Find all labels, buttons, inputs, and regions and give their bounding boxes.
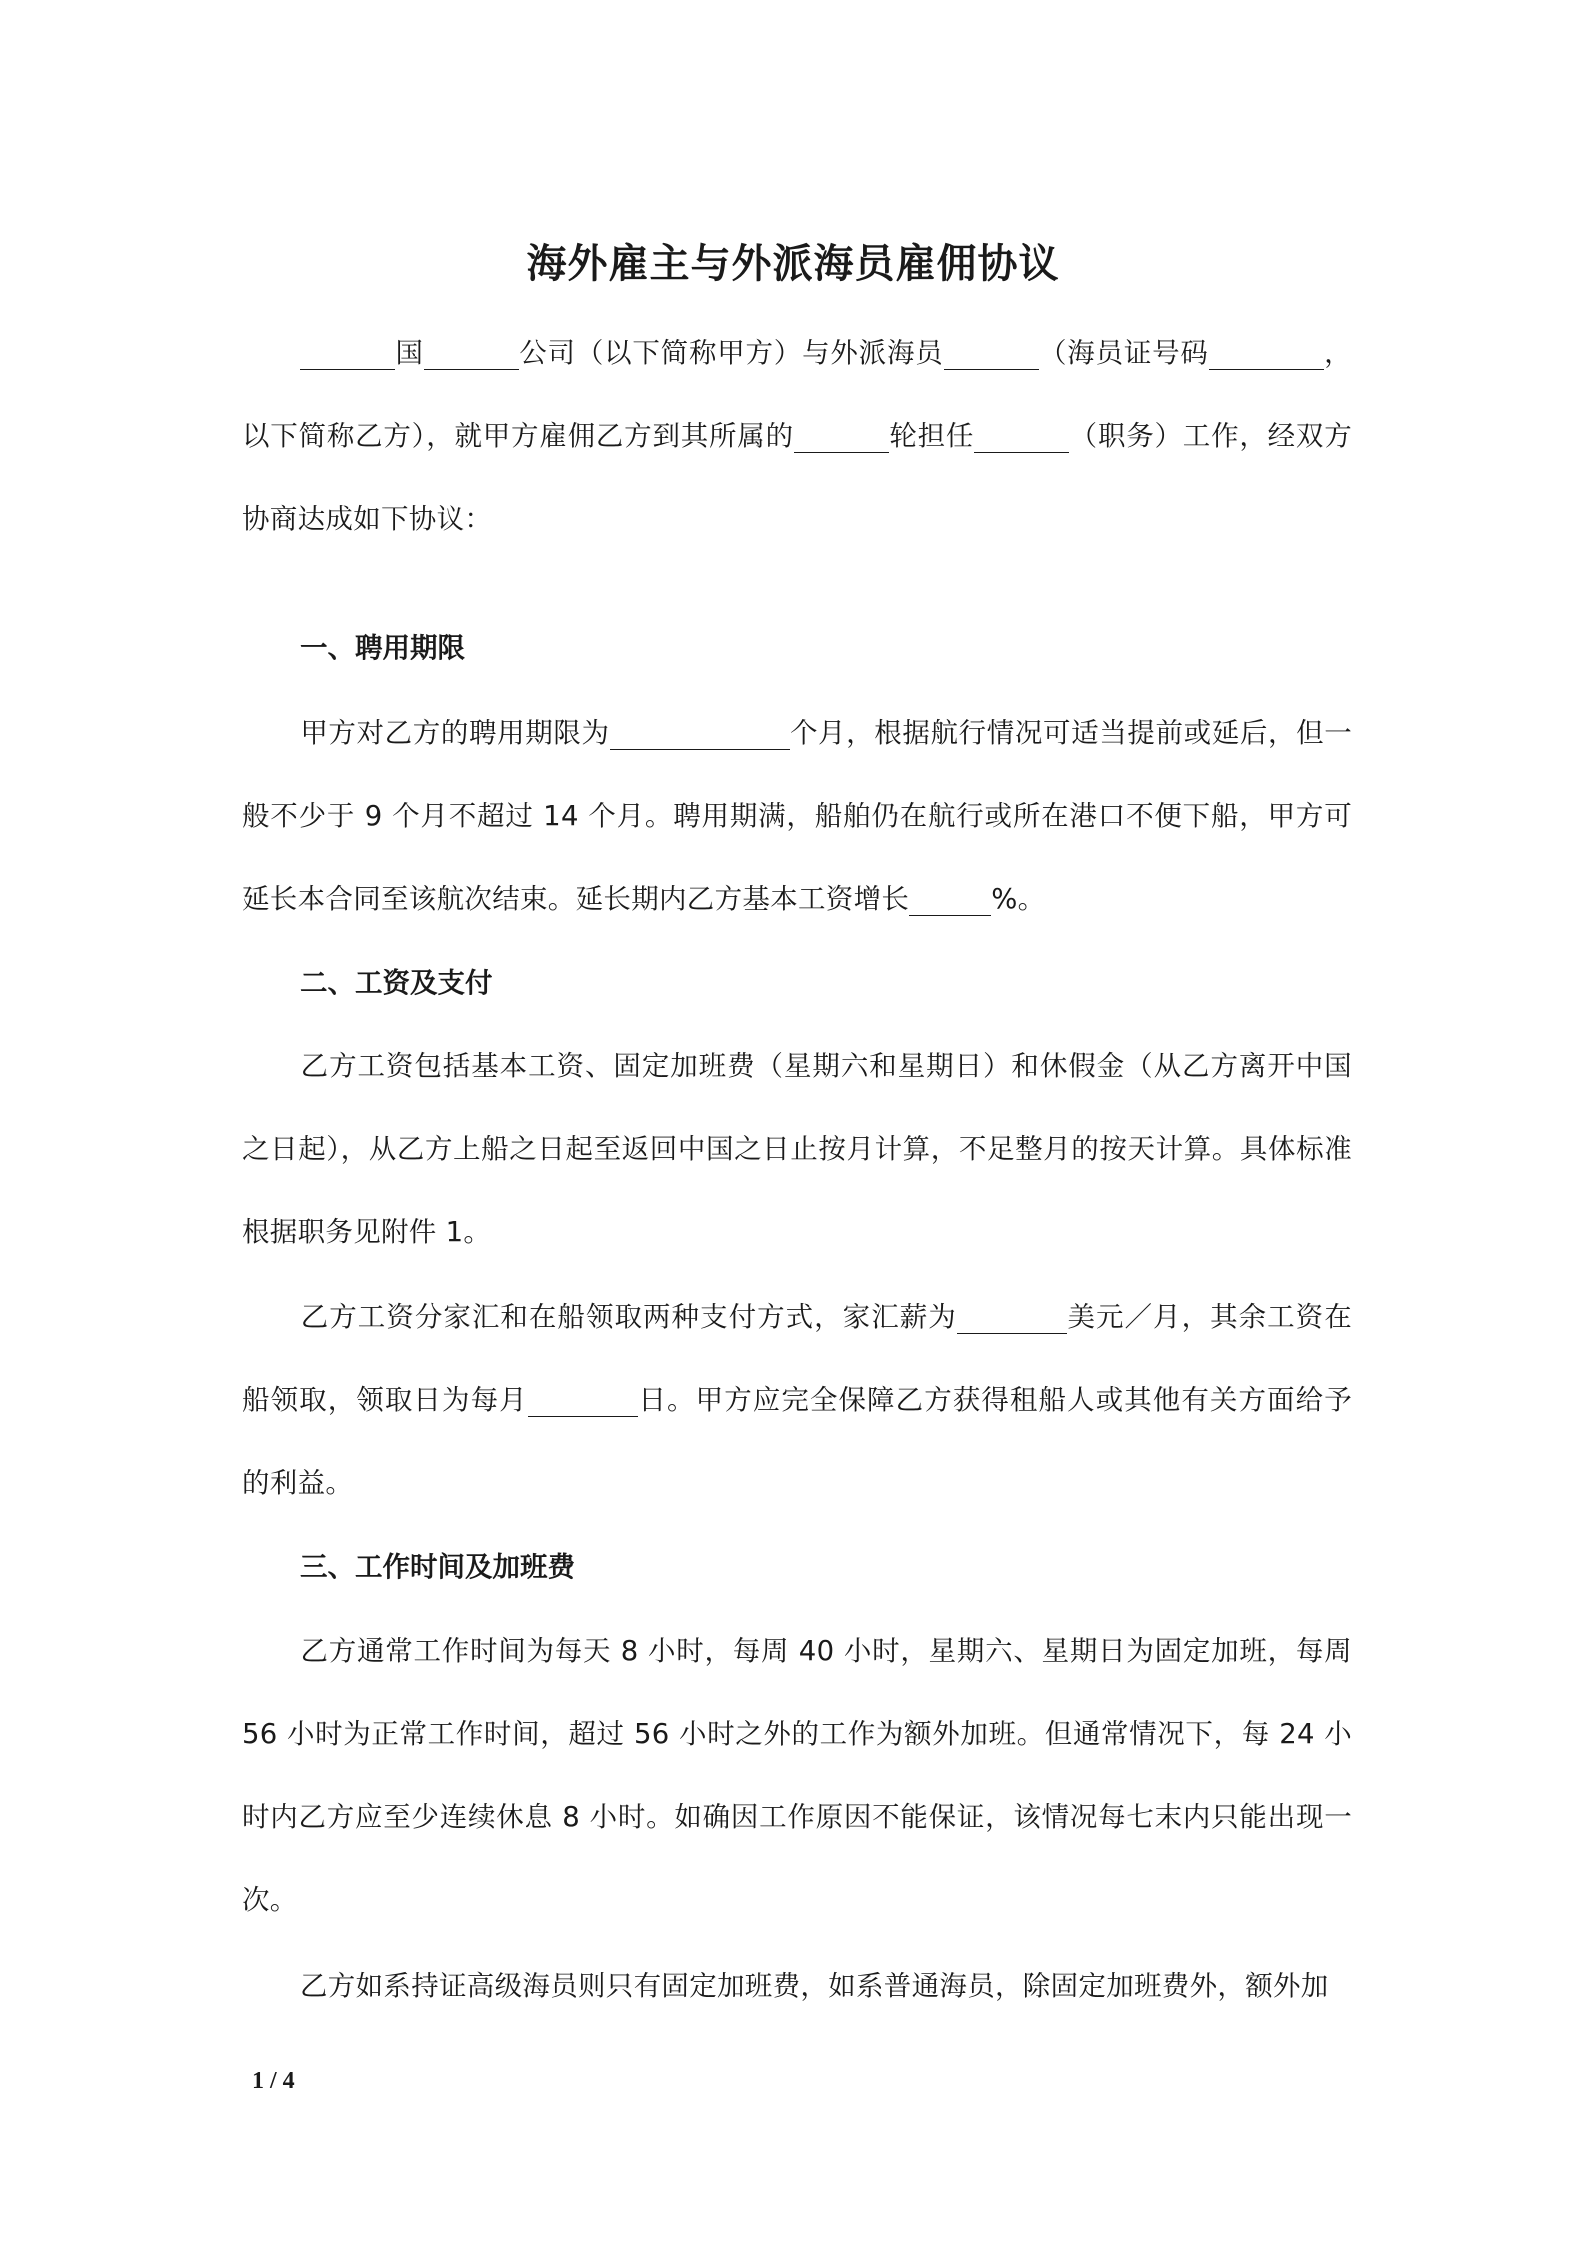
country-blank[interactable] — [300, 339, 395, 370]
section-2-paragraph-1: 乙方工资包括基本工资、固定加班费（星期六和星期日）和休假金（从乙方离开中国之日起），从乙方上船之日起至返回中国之日止按月计算，不足整月的按天计算。具体标准根据职务见附件 1。 — [242, 1050, 1352, 1248]
home-remittance-blank[interactable] — [957, 1303, 1067, 1334]
section-1-heading: 一、聘用期限 — [300, 632, 465, 664]
term-months-blank[interactable] — [610, 719, 790, 750]
section-3-paragraph-2: 乙方如系持证高级海员则只有固定加班费，如系普通海员，除固定加班费外，额外加 — [300, 1970, 1329, 2002]
section-2-paragraph-2: 乙方工资分家汇和在船领取两种支付方式，家汇薪为 美元／月，其余工资在船领取，领取日为每月 日。甲方应完全保障乙方获得租船人或其他有关方面给予的利益。 — [242, 1301, 1353, 1499]
seaman-name-blank[interactable] — [944, 339, 1039, 370]
salary-increase-blank[interactable] — [909, 885, 991, 916]
vessel-blank[interactable] — [794, 422, 889, 453]
preamble-paragraph: 国 公司（以下简称甲方）与外派海员 （海员证号码 ，以下简称乙方），就甲方雇佣乙方到其所属的 轮担任 （职务）工作，经双方协商达成如下协议： — [242, 337, 1353, 535]
section-1-paragraph: 甲方对乙方的聘用期限为 个月，根据航行情况可适当提前或延后，但一般不少于 9 个月不超过 14 个月。聘用期满，船舶仍在航行或所在港口不便下船，甲方可延长本合同至该航次结束。延长期内乙方基本工资增长 %。 — [242, 717, 1352, 915]
seaman-id-blank[interactable] — [1209, 339, 1324, 370]
company-blank[interactable] — [424, 339, 519, 370]
payday-blank[interactable] — [528, 1386, 638, 1417]
position-blank[interactable] — [974, 422, 1069, 453]
section-3-heading: 三、工作时间及加班费 — [300, 1551, 575, 1583]
page-number: 1 / 4 — [252, 2068, 295, 2094]
section-2-heading: 二、工资及支付 — [300, 967, 493, 999]
document-title: 海外雇主与外派海员雇佣协议 — [526, 241, 1060, 287]
section-3-paragraph-1: 乙方通常工作时间为每天 8 小时，每周 40 小时，星期六、星期日为固定加班，每周 56 小时为正常工作时间，超过 56 小时之外的工作为额外加班。但通常情况下，每 24 小时内乙方应至少连续休息 8 小时。如确因工作原因不能保证，该情况每七末内只能出现一次。 — [242, 1635, 1352, 1916]
